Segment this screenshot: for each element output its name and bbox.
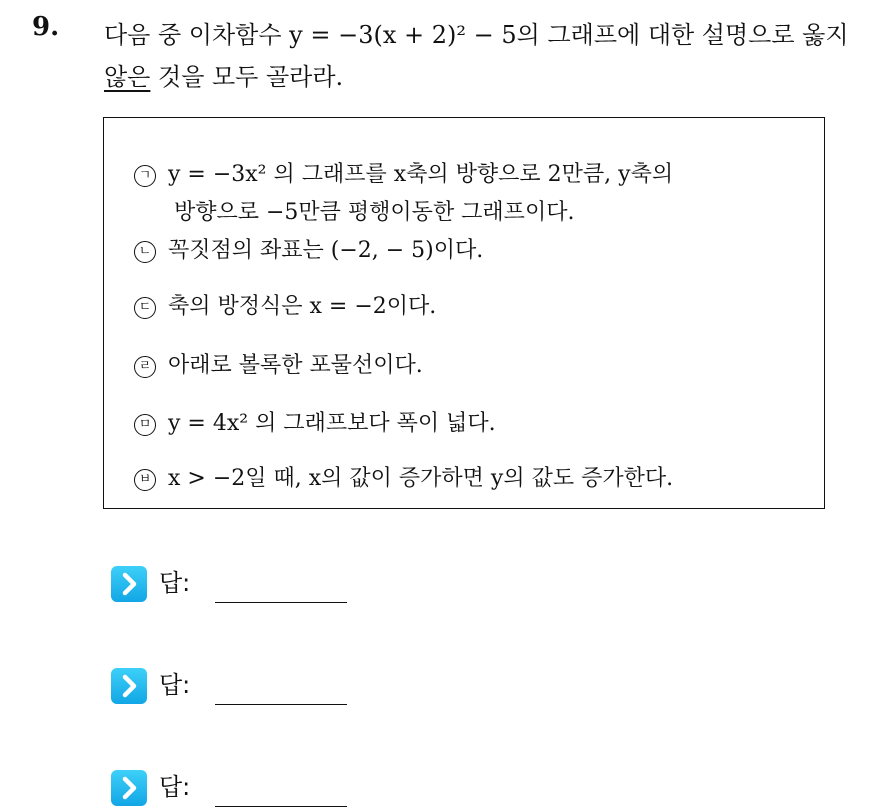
choice-5 — [134, 405, 496, 443]
choice-marker: ㄷ — [134, 297, 156, 319]
chevron-right-icon — [111, 668, 147, 704]
choice-marker: ㅂ — [134, 469, 156, 491]
question-line-2-rest: 것을 모두 골라라. — [150, 63, 344, 91]
choice-text: 꼭짓점의 좌표는 (−2, − 5)이다. — [168, 238, 484, 263]
choice-text: x > −2일 때, x의 값이 증가하면 y의 값도 증가한다. — [168, 466, 674, 491]
answer-blank[interactable] — [215, 806, 347, 807]
answer-blank[interactable] — [215, 704, 347, 705]
question-line-2 — [104, 56, 874, 98]
question-emphasis: 않은 — [104, 63, 151, 91]
chevron-right-icon — [111, 770, 147, 806]
choice-2 — [134, 232, 483, 270]
choice-3 — [134, 288, 436, 326]
choice-text: 아래로 볼록한 포물선이다. — [168, 353, 423, 378]
choices-box — [103, 117, 825, 509]
choice-marker: ㄱ — [134, 165, 156, 187]
choice-4 — [134, 347, 423, 385]
choice-marker: ㄹ — [134, 356, 156, 378]
choice-6 — [134, 460, 673, 498]
choice-marker: ㄴ — [134, 241, 156, 263]
answer-label: 답: — [159, 569, 191, 597]
choice-1 — [134, 156, 673, 232]
chevron-right-icon — [111, 566, 147, 602]
choice-text: 축의 방정식은 x = −2이다. — [168, 294, 437, 319]
choice-marker: ㅁ — [134, 414, 156, 436]
answer-label: 답: — [159, 671, 191, 699]
question-text — [104, 14, 874, 98]
choice-text: y = 4x² 의 그래프보다 폭이 넓다. — [168, 411, 496, 436]
question-number: 9. — [32, 12, 60, 42]
answer-label: 답: — [159, 773, 191, 801]
choice-text-continued: 방향으로 −5만큼 평행이동한 그래프이다. — [174, 200, 575, 225]
question-line-1: 다음 중 이차함수 y = −3(x + 2)² − 5의 그래프에 대한 설명으로 옳지 — [104, 21, 849, 49]
choice-text: y = −3x² 의 그래프를 x축의 방향으로 2만큼, y축의 — [168, 162, 674, 187]
answer-blank[interactable] — [215, 602, 347, 603]
